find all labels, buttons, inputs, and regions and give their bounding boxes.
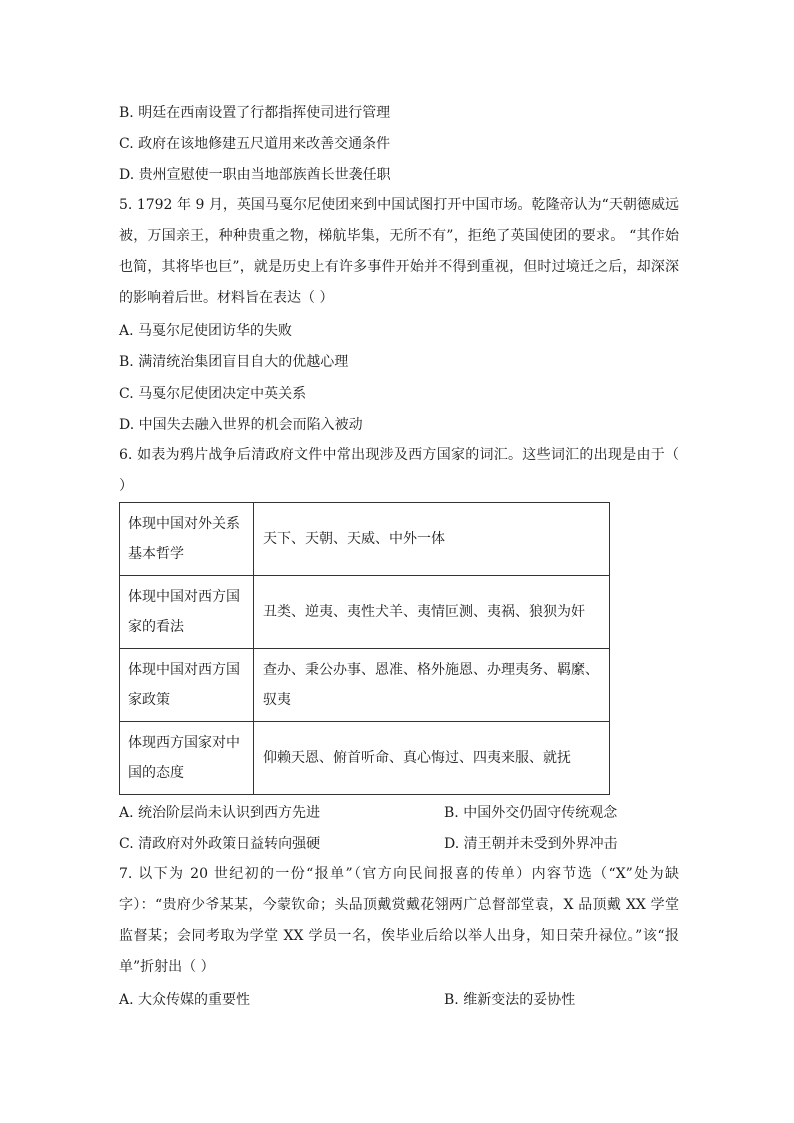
table-row-key: 体现西方国家对中国的态度 bbox=[120, 722, 254, 795]
q4-option-b: B. 明廷在西南设置了行都指挥使司进行管理 bbox=[119, 105, 391, 121]
q6-option-a: A. 统治阶层尚未认识到西方先进 bbox=[119, 805, 321, 821]
table-row-value: 仰赖天恩、俯首听命、真心悔过、四夷来服、就抚 bbox=[254, 722, 610, 795]
q5-option-c: C. 马戛尔尼使团决定中英关系 bbox=[119, 386, 307, 402]
table-row-key: 体现中国对西方国家政策 bbox=[120, 649, 254, 722]
q6-stem: 6. 如表为鸦片战争后清政府文件中常出现涉及西方国家的词汇。这些词汇的出现是由于（ ） bbox=[119, 447, 679, 494]
q4-option-d: D. 贵州宣慰使一职由当地部族酋长世袭任职 bbox=[119, 167, 391, 183]
table-row bbox=[120, 649, 610, 722]
q7-stem: 7. 以下为 20 世纪初的一份“报单”（官方向民间报喜的传单）内容节选（“X”处为缺字）：“贵府少爷某某，今蒙钦命；头品顶戴赏戴花翎两广总督部堂袁，X 品顶戴 XX 学堂监督某；会同考取为学堂 XX 学员一名，俟毕业后给以举人出身，知日荣升禄位。”该“报单”折射出（ ） bbox=[119, 866, 679, 975]
q6-option-b: B. 中国外交仍固守传统观念 bbox=[444, 805, 618, 821]
table-row bbox=[120, 722, 610, 795]
table-row-key: 体现中国对外关系基本哲学 bbox=[120, 503, 254, 576]
table-row-value: 天下、天朝、天威、中外一体 bbox=[254, 503, 610, 576]
q6-option-c: C. 清政府对外政策日益转向强硬 bbox=[119, 836, 321, 852]
q5-option-a: A. 马戛尔尼使团访华的失败 bbox=[119, 323, 293, 339]
q5-option-d: D. 中国失去融入世界的机会而陷入被动 bbox=[119, 417, 363, 433]
q4-option-c: C. 政府在该地修建五尺道用来改善交通条件 bbox=[119, 136, 391, 152]
table-row bbox=[120, 503, 610, 576]
q5-option-b: B. 满清统治集团盲目自大的优越心理 bbox=[119, 354, 349, 370]
table-row bbox=[120, 576, 610, 649]
q7-option-b: B. 维新变法的妥协性 bbox=[444, 992, 576, 1008]
q6-option-d: D. 清王朝并未受到外界冲击 bbox=[444, 836, 618, 852]
table-row-value: 丑类、逆夷、夷性犬羊、夷情叵测、夷祸、狼狈为奸 bbox=[254, 576, 610, 649]
q6-vocabulary-table bbox=[119, 502, 610, 795]
q5-stem: 5. 1792 年 9 月，英国马戛尔尼使团来到中国试图打开中国市场。乾隆帝认为“天朝德威远被，万国亲王，种种贵重之物，梯航毕集，无所不有”，拒绝了英国使团的要求。 “其作始也简，其将毕也巨”，就是历史上有许多事件开始并不得到重视，但时过境迁之后，却深深的影响着后世。材料旨在表达（ ） bbox=[119, 197, 679, 306]
q7-option-a: A. 大众传媒的重要性 bbox=[119, 992, 251, 1008]
table-row-key: 体现中国对西方国家的看法 bbox=[120, 576, 254, 649]
table-row-value: 查办、秉公办事、恩准、格外施恩、办理夷务、羁縻、驭夷 bbox=[254, 649, 610, 722]
